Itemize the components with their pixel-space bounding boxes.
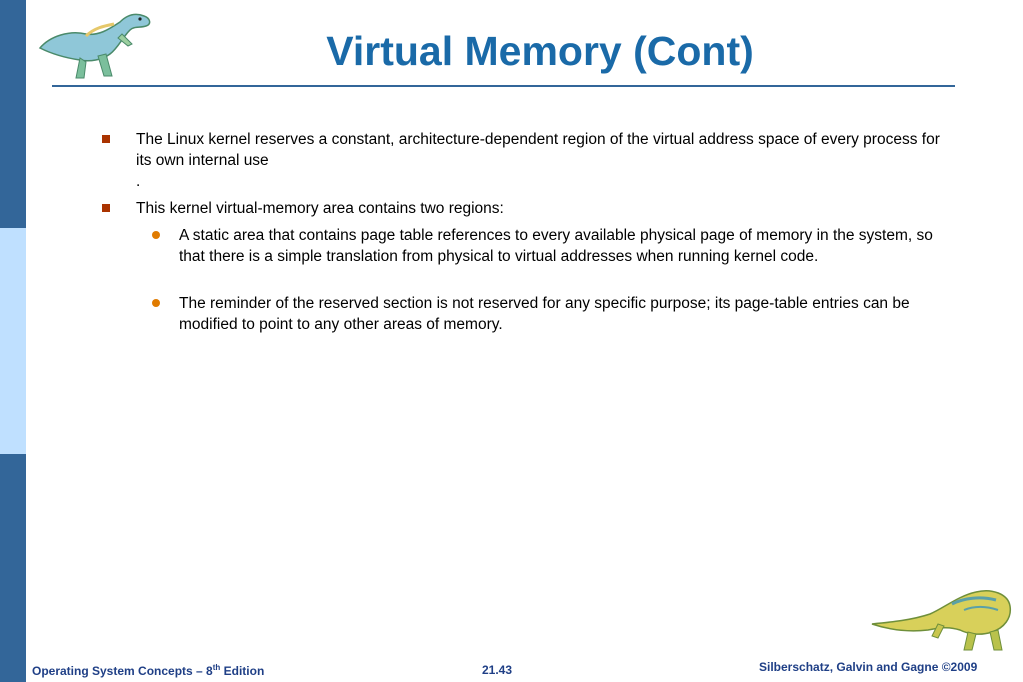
footer-book-title: [32, 663, 264, 678]
bullet-text: This kernel virtual-memory area contains two regions:: [136, 200, 504, 217]
footer-book-prefix: Operating System Concepts – 8: [32, 664, 213, 678]
bullet-text: .: [136, 173, 141, 190]
bullet-continuation: [136, 171, 951, 192]
bullet-text: The Linux kernel reserves a constant, architecture-dependent region of the virtual address space of every process for its own internal use: [136, 131, 940, 169]
footer-slide-number: 21.43: [482, 663, 513, 677]
title-divider: [52, 85, 955, 87]
sub-bullet-item: [179, 225, 949, 267]
sidebar-band-top: [0, 0, 26, 228]
dinosaur-footer-icon: [868, 584, 1014, 659]
slide-title: Virtual Memory (Cont): [326, 28, 754, 74]
dinosaur-logo-icon: [36, 6, 156, 89]
sub-bullet-text: A static area that contains page table references to every available physical page of memory in the system, so that there is a simple translation from physical to virtual addresses when running kernel code.: [179, 227, 933, 265]
sub-bullet-text: The reminder of the reserved section is not reserved for any specific purpose; its page-table entries can be modified to point to any other areas of memory.: [179, 295, 910, 333]
sidebar-band-bottom: [0, 454, 26, 682]
footer-book-sup: th: [212, 663, 221, 672]
bullet-item: [136, 129, 951, 171]
bullet-item: [136, 198, 951, 219]
sub-bullet-item: [179, 293, 949, 335]
footer-copyright: Silberschatz, Galvin and Gagne ©2009: [759, 660, 978, 674]
footer-book-suffix: Edition: [220, 664, 265, 678]
sidebar-band-middle: [0, 228, 26, 454]
